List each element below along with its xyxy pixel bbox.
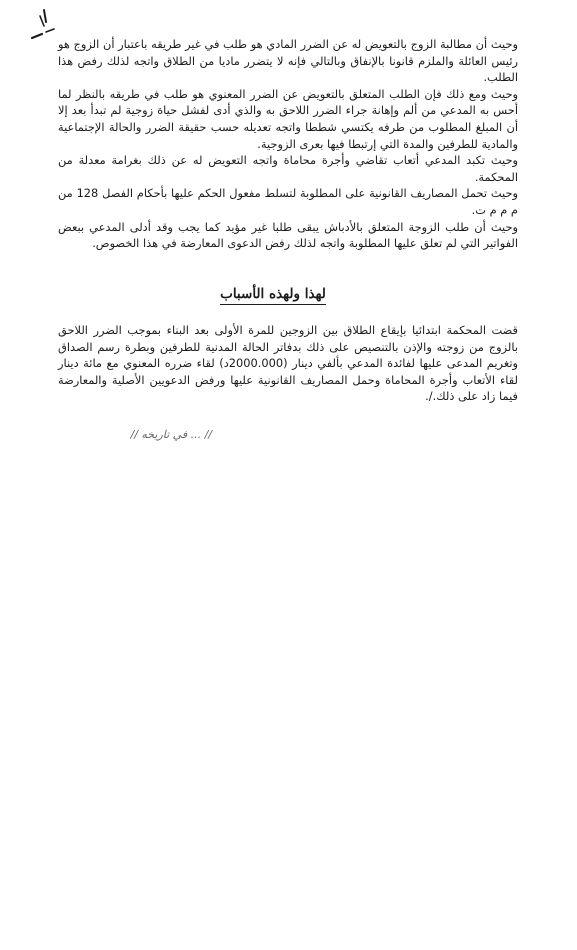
- ruling-section: [58, 322, 518, 405]
- reasoning-section: [58, 36, 518, 252]
- paragraph-court-costs: وحيث تحمل المصاريف القانونية على المطلوبة لتسلط مفعول الحكم عليها بأحكام الفصل 128 من م م م ت.: [58, 186, 518, 217]
- paragraph-furniture-claim: وحيث أن طلب الزوجة المتعلق بالأدباش يبقى طلبا غير مؤيد كما يجب وقد أدلى المدعي ببعض الفواتير التي لم تعلق عليها المطلوبة واتجه لذلك رفض الدعوى المعارضة في هذا الخصوص.: [58, 219, 518, 251]
- paragraph-moral-damage: وحيث ومع ذلك فإن الطلب المتعلق بالتعويض عن الضرر المعنوي هو طلب في طريقه بالنظر لما أحس به المدعي من ألم وإهانة جراء الضرر اللاحق به والذي أدى لفشل حياة زوجية لم تبدأ بعد إلا أن المبلغ المطلوب من طرفه يكتسي شططا واتجه تعديله حسب حقيقة الضرر والحالة الإجتماعية والمادية للطرفين والمدة التي إرتبطا فيها بعرى الزوجية.: [58, 86, 518, 151]
- paragraph-material-damage: وحيث أن مطالبة الزوج بالتعويض له عن الضرر المادي هو طلب في غير طريقه باعتبار أن الزوج هو رئيس العائلة والملزم قانونا بالإنفاق وبالتالي فإنه لا يتضرر ماديا من الطلاق واتجه لذلك رفض هذا الطلب.: [58, 37, 518, 85]
- ruling-paragraph: قضت المحكمة ابتدائيا بإيقاع الطلاق بين الزوجين للمرة الأولى بعد البناء بموجب الضرر اللاحق بالزوج من زوجته والإذن بالتنصيص على ذلك بدفاتر الحالة المدنية للطرفين وبطرة رسم الصداق وتغريم المدعى عليها لفائدة المدعي بألفي دينار (2000.000د) لقاء ضرره المعنوي مع مائة دينار لقاء الأتعاب وأجرة المحاماة وحمل المصاريف القانونية عليها ورفض الدعويين الأصلية والمعارضة فيما زاد على ذلك./.: [58, 323, 518, 404]
- heading-container: [188, 283, 358, 305]
- section-heading: لهذا ولهذه الأسباب: [220, 286, 326, 305]
- signature-fragment: // ... في تاريخه //: [130, 428, 212, 441]
- paragraph-legal-fees: وحيث تكبد المدعي أتعاب تقاضي وأجرة محاماة واتجه التعويض له عن ذلك بغرامة معدلة من المحكمة.: [58, 153, 518, 184]
